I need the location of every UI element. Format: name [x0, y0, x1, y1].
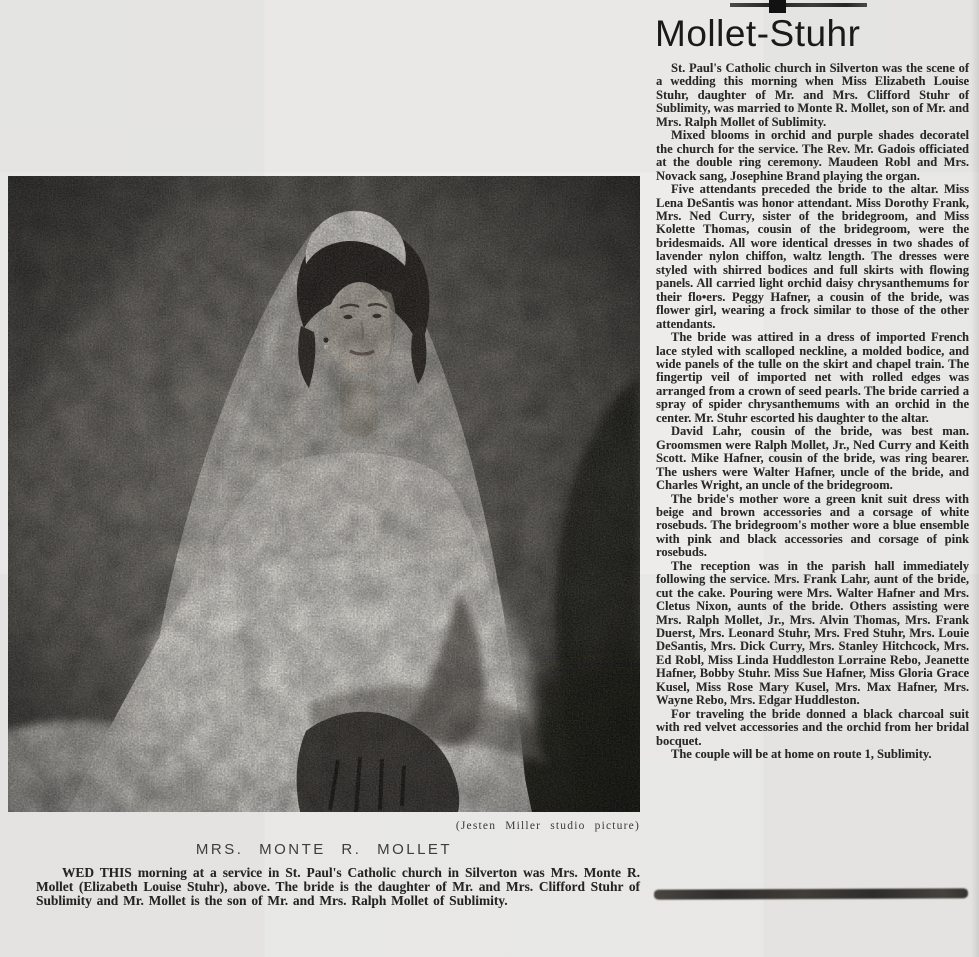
bride-photo-image — [8, 176, 640, 812]
article-paragraph: St. Paul's Catholic church in Silverton was the scene of a wedding this morning when Miss Elizabeth Louise Stuhr, daughter of Mr. and Mrs. Clifford Stuhr of Sublimity, was married to Monte R. Mollet, son of Mr. and Mrs. Ralph Mollet of Sublimity. — [656, 61, 969, 129]
article-paragraph: The reception was in the parish hall immediately following the service. Mrs. Frank Lahr, aunt of the bride, cut the cake. Pouring were Mrs. Walter Hafner and Mrs. Cletus Nixon, aunts of the bride. Others assisting were Mrs. Ralph Mollet, Jr., Mrs. Alvin Thomas, Mrs. Frank Duerst, Mrs. Leonard Stuhr, Mrs. Fred Stuhr, Mrs. Louie DeSantis, Mrs. Dick Curry, Mrs. Stanley Hitchcock, Mrs. Ed Robl, Miss Linda Huddleston Lorraine Rebo, Jeanette Hafner, Bobby Stuhr. Miss Sue Hafner, Miss Gloria Grace Kusel, Miss Rose Mary Kusel, Mrs. Max Hafner, Mrs. Wayne Rebo, Mrs. Edgar Huddleston. — [656, 558, 969, 708]
photo-credit: (Jesten Miller studio picture) — [455, 820, 640, 832]
article-paragraph: David Lahr, cousin of the bride, was best man. Groomsmen were Ralph Mollet, Jr., Ned Curry and Keith Scott. Mike Hafner, cousin of the bride, was ring bearer. The ushers were Walter Hafner, uncle of the bride, and Charles Wright, an uncle of the bridegroom. — [656, 424, 969, 493]
article-paragraph: The bride's mother wore a green knit suit dress with beige and brown accessories and a corsage of white rosebuds. The bridegroom's mother wore a blue ensemble with pink and black accessories and corsage of pink rosebuds. — [656, 491, 969, 560]
article-column — [656, 62, 969, 762]
article-paragraph: For traveling the bride donned a black charcoal suit with red velvet accessories and the orchid from her bridal bocquet. — [656, 706, 969, 748]
cropped-divider-square — [769, 0, 786, 13]
article-paragraph: The bride was attired in a dress of imported French lace styled with scalloped neckline, a molded bodice, and wide panels of the tulle on the skirt and chapel train. The fingertip veil of imported net with rolled edges was arranged from a crown of seed pearls. The bride carried a spray of spider chrysanthemums with an orchid in the center. Mr. Stuhr escorted his daughter to the altar. — [656, 330, 969, 425]
article-paragraph: Mixed blooms in orchid and purple shades decoratel the church for the service. The Rev. Mr. Gadois officiated at the double ring ceremony. Maudeen Robl and Mrs. Novack sang, Josephine Brand playing the organ. — [656, 128, 969, 183]
article-paragraph: The couple will be at home on route 1, Sublimity. — [671, 747, 932, 762]
photo-caption-title: MRS. MONTE R. MOLLET — [195, 841, 453, 858]
bride-photo — [8, 176, 640, 812]
photo-caption-body: WED THIS morning at a service in St. Paul's Catholic church in Silverton was Mrs. Monte R. Mollet (Elizabeth Louise Stuhr), above. The bride is the daughter of Mr. and Mrs. Clifford Stuhr of Sublimity and Mr. Mollet is the son of Mr. and Mrs. Ralph Mollet of Sublimity. — [36, 865, 640, 908]
article-paragraph: Five attendants preceded the bride to the altar. Miss Lena DeSantis was honor attendant. Miss Dorothy Frank, Mrs. Ned Curry, sister of the bridegroom, and Miss Kolette Thomas, cousin of the bridegroom, were the bridesmaids. All wore identical dresses in two shades of lavender nylon chiffon, waltz length. The dresses were styled with shirred bodices and full skirts with flowing panels. All carried light orchid daisy chrysanthemums for their flo•ers. Peggy Hafner, a cousin of the bride, was flower girl, wearing a frock similar to those of the other attendants. — [656, 182, 969, 331]
cropped-divider-line — [730, 3, 867, 7]
end-of-article-smudge — [654, 888, 968, 899]
scan-edge-shadow — [971, 0, 979, 957]
article-headline: Mollet-Stuhr — [655, 13, 861, 54]
